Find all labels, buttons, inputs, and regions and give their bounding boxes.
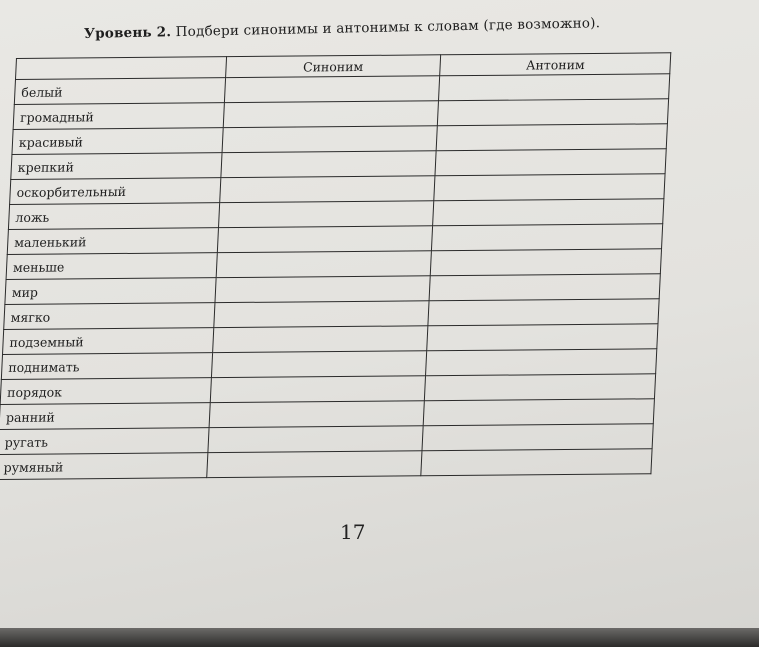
table-row [0,449,652,480]
word-cell: подземный [3,328,214,355]
synonym-answer-cell[interactable] [224,76,440,103]
antonym-answer-cell[interactable] [422,424,653,451]
word-cell: громадный [13,103,224,130]
synonym-answer-cell[interactable] [216,251,432,278]
word-cell: оскорбительный [10,178,221,205]
synonym-answer-cell[interactable] [210,376,426,403]
word-cell: мир [5,278,216,305]
word-cell: ругать [0,428,209,455]
word-cell: мягко [4,303,215,330]
antonym-answer-cell[interactable] [428,299,659,326]
word-cell: румяный [0,453,208,480]
antonym-answer-cell[interactable] [427,324,658,351]
synonym-answer-cell[interactable] [206,451,422,478]
synonym-answer-cell[interactable] [221,151,437,178]
antonym-answer-cell[interactable] [421,449,652,476]
synonym-answer-cell[interactable] [222,126,438,153]
header-antonym: Антоним [440,53,671,76]
synonym-answer-cell[interactable] [223,101,439,128]
synonym-answer-cell[interactable] [217,226,433,253]
antonym-answer-cell[interactable] [425,374,656,401]
level-label: Уровень 2. [83,24,172,42]
antonym-answer-cell[interactable] [429,274,660,301]
antonym-answer-cell[interactable] [424,399,655,426]
antonym-answer-cell[interactable] [435,149,666,176]
antonym-answer-cell[interactable] [434,174,665,201]
synonym-answer-cell[interactable] [215,276,431,303]
word-cell: порядок [0,378,211,405]
word-cell: красивый [12,128,223,155]
antonym-answer-cell[interactable] [433,199,664,226]
word-cell: крепкий [11,153,222,180]
word-cell: ранний [0,403,210,430]
word-cell: меньше [6,253,217,280]
antonym-answer-cell[interactable] [438,99,669,126]
word-cell: белый [14,78,225,105]
word-cell: ложь [8,203,219,230]
synonym-answer-cell[interactable] [212,326,428,353]
page-edge-shadow [0,628,759,647]
antonym-answer-cell[interactable] [431,249,662,276]
antonym-answer-cell[interactable] [432,224,663,251]
header-word [15,57,226,80]
synonym-answer-cell[interactable] [219,176,435,203]
page-number: 17 [340,520,366,544]
synonym-answer-cell[interactable] [208,426,424,453]
synonym-answer-cell[interactable] [209,401,425,428]
worksheet [0,52,671,480]
word-cell: поднимать [1,353,212,380]
header-synonym: Синоним [225,55,441,78]
instruction-text: Подбери синонимы и антонимы к словам (где возможно). [175,15,601,41]
antonym-answer-cell[interactable] [426,349,657,376]
synonym-answer-cell[interactable] [214,301,430,328]
word-cell: маленький [7,228,218,255]
antonym-answer-cell[interactable] [439,74,670,101]
antonym-answer-cell[interactable] [437,124,668,151]
synonym-antonym-table [0,52,671,480]
synonym-answer-cell[interactable] [211,351,427,378]
synonym-answer-cell[interactable] [218,201,434,228]
